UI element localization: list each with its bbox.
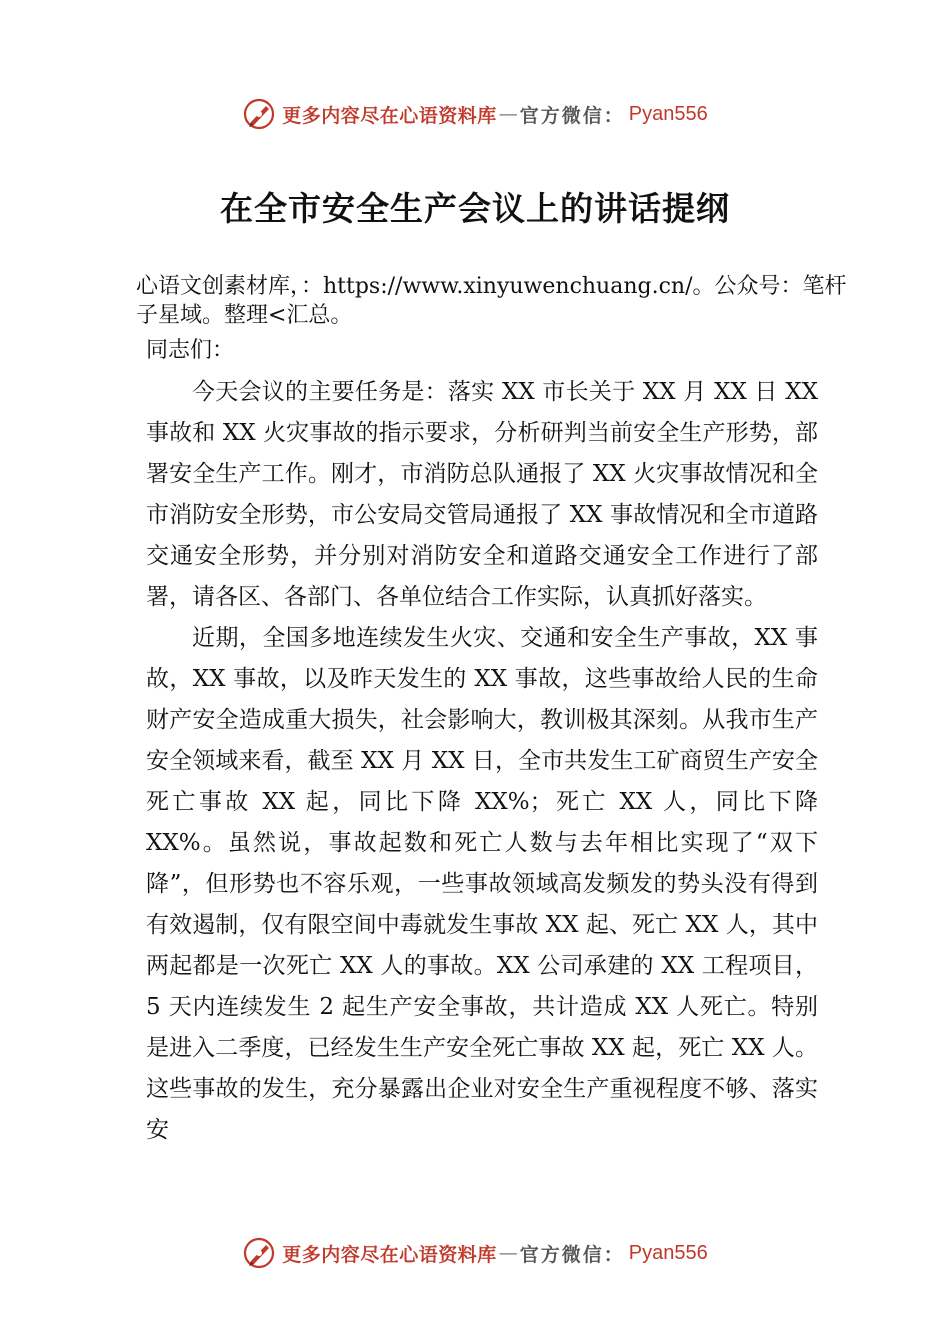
banner-separator: —: [498, 103, 518, 125]
banner-wechat-label: 官方微信：: [519, 1243, 625, 1266]
banner-tagline: 更多内容尽在心语资料库: [282, 1243, 497, 1266]
header-banner: [0, 94, 950, 134]
banner-tagline: 更多内容尽在心语资料库: [282, 104, 497, 127]
footer-banner: [0, 1233, 950, 1273]
banner-wechat-id: Pyan556: [628, 1241, 708, 1264]
banner-separator: —: [498, 1242, 518, 1264]
body-paragraph: 今天会议的主要任务是：落实 XX 市长关于 XX 月 XX 日 XX 事故和 XX 火灾事故的指示要求，分析研判当前安全生产形势，部署安全生产工作。刚才，市消防总队通报了 XX 火灾事故情况和全市消防安全形势，市公安局交管局通报了 XX 事故情况和全市道路交通安全形势，并分别对消防安全和道路交通安全工作进行了部署，请各区、各部门、各单位结合工作实际，认真抓好落实。: [146, 379, 818, 610]
banner-wechat-id: Pyan556: [628, 102, 708, 125]
pen-logo-icon: [242, 97, 276, 131]
banner-wechat-label: 官方微信：: [519, 104, 625, 127]
document-title: 在全市安全生产会议上的讲话提纲: [220, 189, 730, 228]
body-paragraph: 近期，全国多地连续发生火灾、交通和安全生产事故，XX 事故，XX 事故，以及昨天发生的 XX 事故，这些事故给人民的生命财产安全造成重大损失，社会影响大，教训极其深刻。从我市生产安全领域来看，截至 XX 月 XX 日，全市共发生工矿商贸生产安全死亡事故 XX 起，同比下降 XX%；死亡 XX 人，同比下降 XX%。虽然说，事故起数和死亡人数与去年相比实现了“双下降”，但形势也不容乐观，一些事故领域高发频发的势头没有得到有效遏制，仅有限空间中毒就发生事故 XX 起、死亡 XX 人，其中两起都是一次死亡 XX 人的事故。XX 公司承建的 XX 工程项目，5 天内连续发生 2 起生产安全事故，共计造成 XX 人死亡。特别是进入二季度，已经发生生产安全死亡事故 XX 起，死亡 XX 人。这些事故的发生，充分暴露出企业对安全生产重视程度不够、落实安: [146, 625, 818, 1143]
source-note: 心语文创素材库，：https://www.xinyuwenchuang.cn/。公众号：笔杆子星域。整理<汇总。: [136, 274, 847, 328]
pen-logo-icon: [242, 1236, 276, 1270]
document-body: [146, 372, 818, 1151]
salutation: 同志们：: [146, 338, 235, 363]
